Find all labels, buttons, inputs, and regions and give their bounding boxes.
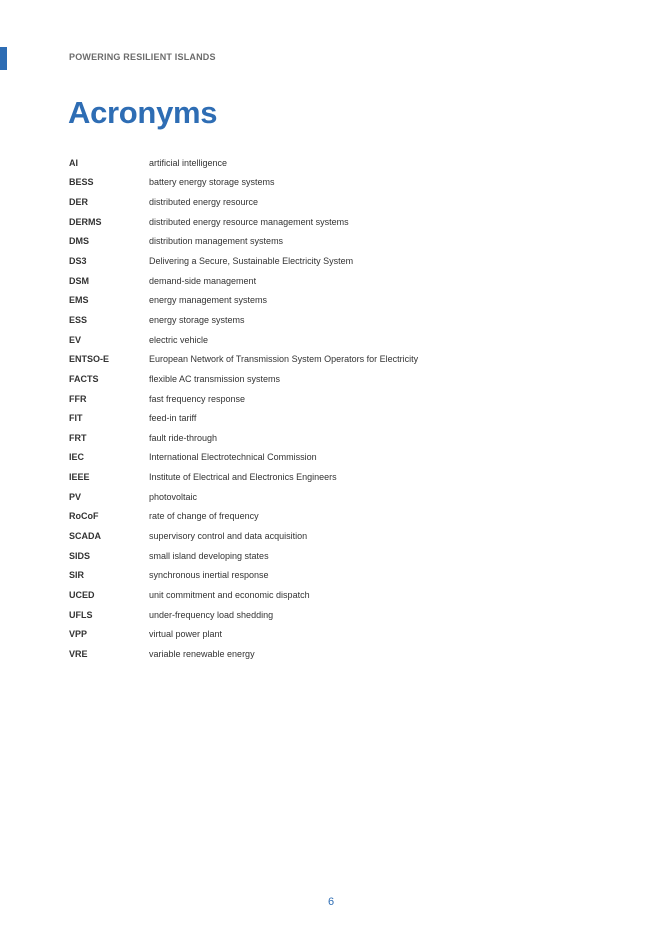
acronym-definition: distributed energy resource <box>149 197 259 208</box>
acronym-row <box>69 546 589 566</box>
acronym-term: SCADA <box>69 530 102 541</box>
acronym-term: UFLS <box>69 609 93 620</box>
acronym-definition: synchronous inertial response <box>149 570 269 581</box>
acronym-row <box>69 507 589 527</box>
acronym-definition: demand-side management <box>149 275 257 286</box>
acronym-term: DER <box>69 197 89 208</box>
acronym-term: SIDS <box>69 550 91 561</box>
acronym-term: EV <box>69 334 82 345</box>
acronym-term: DMS <box>69 236 89 247</box>
acronym-row <box>69 428 589 448</box>
acronym-definition: virtual power plant <box>149 629 223 640</box>
acronym-term: PV <box>69 491 82 502</box>
acronym-term: FACTS <box>69 373 99 384</box>
acronym-row <box>69 565 589 585</box>
acronym-definition: energy storage systems <box>149 314 245 325</box>
acronym-term: AI <box>69 157 78 168</box>
acronym-row <box>69 310 589 330</box>
section-edge-tab <box>0 47 7 70</box>
acronym-definition: photovoltaic <box>149 491 198 502</box>
acronym-term: SIR <box>69 570 85 581</box>
acronym-definition: artificial intelligence <box>149 157 228 168</box>
acronym-definition: supervisory control and data acquisition <box>149 530 308 541</box>
acronym-row <box>69 290 589 310</box>
acronym-row <box>69 251 589 271</box>
page-title: Acronyms <box>68 95 218 130</box>
acronym-row <box>69 192 589 212</box>
acronym-term: BESS <box>69 177 94 188</box>
acronym-definition: distribution management systems <box>149 236 284 247</box>
acronym-term: DSM <box>69 275 89 286</box>
acronym-row <box>69 173 589 193</box>
acronym-definition: electric vehicle <box>149 334 209 345</box>
acronym-term: VPP <box>69 629 88 640</box>
acronym-definition: International Electrotechnical Commission <box>149 452 317 463</box>
acronym-row <box>69 408 589 428</box>
acronym-row <box>69 271 589 291</box>
acronym-definition: distributed energy resource management systems <box>149 216 349 227</box>
acronym-term: ESS <box>69 314 88 325</box>
acronym-row <box>69 212 589 232</box>
acronym-definition: energy management systems <box>149 295 268 306</box>
acronym-term: EMS <box>69 295 89 306</box>
acronym-definition: Institute of Electrical and Electronics Engineers <box>149 472 337 483</box>
acronym-definition: unit commitment and economic dispatch <box>149 589 310 600</box>
acronym-row <box>69 389 589 409</box>
acronym-term: IEC <box>69 452 85 463</box>
acronym-term: VRE <box>69 648 88 659</box>
acronym-definition: feed-in tariff <box>149 413 197 424</box>
acronym-definition: variable renewable energy <box>149 648 255 659</box>
acronym-term: FIT <box>69 413 83 424</box>
acronym-term: FRT <box>69 432 87 443</box>
acronym-row <box>69 644 589 664</box>
acronym-row <box>69 330 589 350</box>
acronym-term: IEEE <box>69 472 90 483</box>
acronym-definition: flexible AC transmission systems <box>149 373 281 384</box>
acronym-term: DERMS <box>69 216 102 227</box>
acronym-row <box>69 232 589 252</box>
acronym-term: UCED <box>69 589 95 600</box>
acronym-definition: fault ride-through <box>149 432 218 443</box>
acronym-row <box>69 624 589 644</box>
acronym-term: FFR <box>69 393 87 404</box>
acronym-row <box>69 349 589 369</box>
acronym-term: DS3 <box>69 256 87 267</box>
acronym-definition: fast frequency response <box>149 393 246 404</box>
acronym-row <box>69 153 589 173</box>
acronym-term: ENTSO-E <box>69 354 110 365</box>
acronym-row <box>69 526 589 546</box>
acronym-row <box>69 605 589 625</box>
acronym-row <box>69 487 589 507</box>
acronym-definition: Delivering a Secure, Sustainable Electricity System <box>149 256 354 267</box>
acronym-row <box>69 467 589 487</box>
acronym-row <box>69 448 589 468</box>
running-header: POWERING RESILIENT ISLANDS <box>69 52 216 62</box>
acronym-list <box>69 153 589 664</box>
acronym-definition: European Network of Transmission System Operators for Electricity <box>149 354 419 365</box>
acronym-row <box>69 585 589 605</box>
acronym-definition: small island developing states <box>149 550 269 561</box>
page-number: 6 <box>327 896 335 908</box>
acronym-term: RoCoF <box>69 511 99 522</box>
acronym-definition: battery energy storage systems <box>149 177 275 188</box>
acronym-definition: under-frequency load shedding <box>149 609 274 620</box>
acronym-row <box>69 369 589 389</box>
acronym-definition: rate of change of frequency <box>149 511 259 522</box>
